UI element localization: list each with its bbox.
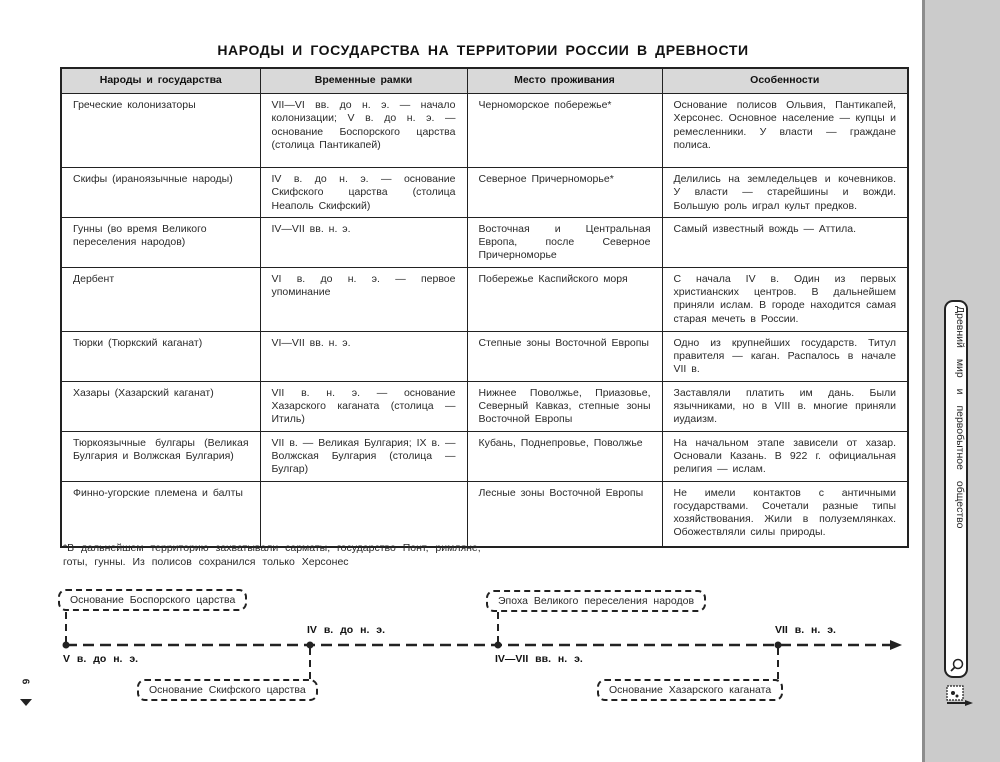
cell-people: Греческие колонизаторы bbox=[61, 94, 260, 168]
cell-people: Хазары (Хазарский каганат) bbox=[61, 381, 260, 431]
arrow-head-icon bbox=[890, 640, 902, 650]
cell-period: VI в. до н. э. — первое упоминание bbox=[260, 267, 467, 331]
cell-people: Тюрки (Тюркский каганат) bbox=[61, 331, 260, 381]
timeline-point bbox=[307, 642, 314, 649]
timeline-date-label: VII в. н. э. bbox=[775, 624, 836, 636]
cell-features: Не имели контактов с античными государствами. Сочетали разные типы хозяйствования. Жили в полуземлянках. Обожествляли силы природы. bbox=[662, 481, 908, 547]
column-header: Особенности bbox=[662, 68, 908, 94]
timeline bbox=[0, 580, 920, 720]
cell-period: VI—VII вв. н. э. bbox=[260, 331, 467, 381]
cell-features: С начала IV в. Один из первых христианских центров. В дальнейшем приняли ислам. В городе находится самая старая мечеть в России. bbox=[662, 267, 908, 331]
table-row bbox=[61, 331, 908, 381]
cell-features: Основание полисов Ольвия, Пантикапей, Херсонес. Основное население — купцы и ремесленники. У власти — граждане полиса. bbox=[662, 94, 908, 168]
timeline-event-box: Основание Боспорского царства bbox=[58, 589, 247, 611]
timeline-date-label: IV—VII вв. н. э. bbox=[495, 653, 583, 665]
timeline-event-box: Основание Скифского царства bbox=[137, 679, 318, 701]
cell-features: Самый известный вождь — Аттила. bbox=[662, 217, 908, 267]
column-header: Место проживания bbox=[467, 68, 662, 94]
section-tab-label: Древний мир и первобытное общество bbox=[954, 306, 966, 529]
cell-people: Гунны (во время Великого переселения народов) bbox=[61, 217, 260, 267]
publisher-logo-icon bbox=[945, 684, 975, 708]
table-row bbox=[61, 481, 908, 547]
page-title: НАРОДЫ И ГОСУДАРСТВА НА ТЕРРИТОРИИ РОССИИ В ДРЕВНОСТИ bbox=[217, 42, 749, 58]
footnote: *В дальнейшем территорию захватывали сарматы, государство Понт, римляне, готы, гунны. Из полисов сохранился только Херсонес bbox=[63, 542, 481, 568]
cell-period: VII—VI вв. до н. э. — начало колонизации; V в. до н. э. — основание Боспорского царства (столица Пантикапей) bbox=[260, 94, 467, 168]
page-arrow-icon bbox=[20, 699, 32, 706]
cell-place: Кубань, Поднепровье, Поволжье bbox=[467, 431, 662, 481]
column-header: Временные рамки bbox=[260, 68, 467, 94]
cell-place: Побережье Каспийского моря bbox=[467, 267, 662, 331]
sidebar bbox=[922, 0, 1000, 762]
cell-people: Финно-угорские племена и балты bbox=[61, 481, 260, 547]
timeline-point bbox=[63, 642, 70, 649]
timeline-event-box: Эпоха Великого переселения народов bbox=[486, 590, 706, 612]
peoples-table bbox=[60, 67, 909, 548]
cell-place: Лесные зоны Восточной Европы bbox=[467, 481, 662, 547]
cell-period bbox=[260, 481, 467, 547]
cell-period: IV—VII вв. н. э. bbox=[260, 217, 467, 267]
cell-period: VII в. — Великая Булгария; IX в. — Волжская Булгария (столица — Булгар) bbox=[260, 431, 467, 481]
cell-features: Заставляли платить им дань. Были язычниками, но в VIII в. многие приняли иудаизм. bbox=[662, 381, 908, 431]
cell-features: На начальном этапе зависели от хазар. Основали Казань. В 922 г. официальная религия — ислам. bbox=[662, 431, 908, 481]
table-row bbox=[61, 94, 908, 168]
cell-period: IV в. до н. э. — основание Скифского царства (столица Неаполь Скифский) bbox=[260, 168, 467, 218]
table-row bbox=[61, 217, 908, 267]
timeline-point bbox=[495, 642, 502, 649]
cell-place: Черноморское побережье* bbox=[467, 94, 662, 168]
timeline-point bbox=[775, 642, 782, 649]
timeline-event-box: Основание Хазарского каганата bbox=[597, 679, 783, 701]
table-row bbox=[61, 168, 908, 218]
table-row bbox=[61, 267, 908, 331]
search-icon[interactable] bbox=[950, 658, 964, 672]
cell-people: Тюркоязычные булгары (Великая Булгария и Волжская Булгария) bbox=[61, 431, 260, 481]
page-number: 6 bbox=[19, 678, 31, 685]
cell-features: Одно из крупнейших государств. Титул правителя — каган. Распалось в начале VII в. bbox=[662, 331, 908, 381]
timeline-date-label: V в. до н. э. bbox=[63, 653, 139, 665]
column-header: Народы и государства bbox=[61, 68, 260, 94]
cell-place: Степные зоны Восточной Европы bbox=[467, 331, 662, 381]
table-header-row bbox=[61, 68, 908, 94]
cell-period: VII в. н. э. — основание Хазарского каганата (столица — Итиль) bbox=[260, 381, 467, 431]
cell-place: Восточная и Центральная Европа, после Северное Причерноморье bbox=[467, 217, 662, 267]
cell-features: Делились на земледельцев и кочевников. У власти — старейшины и вожди. Большую роль играл культ предков. bbox=[662, 168, 908, 218]
cell-place: Северное Причерноморье* bbox=[467, 168, 662, 218]
table-row bbox=[61, 381, 908, 431]
table-row bbox=[61, 431, 908, 481]
cell-people: Дербент bbox=[61, 267, 260, 331]
cell-place: Нижнее Поволжье, Приазовье, Северный Кавказ, степные зоны Восточной Европы bbox=[467, 381, 662, 431]
timeline-date-label: IV в. до н. э. bbox=[307, 624, 386, 636]
cell-people: Скифы (ираноязычные народы) bbox=[61, 168, 260, 218]
